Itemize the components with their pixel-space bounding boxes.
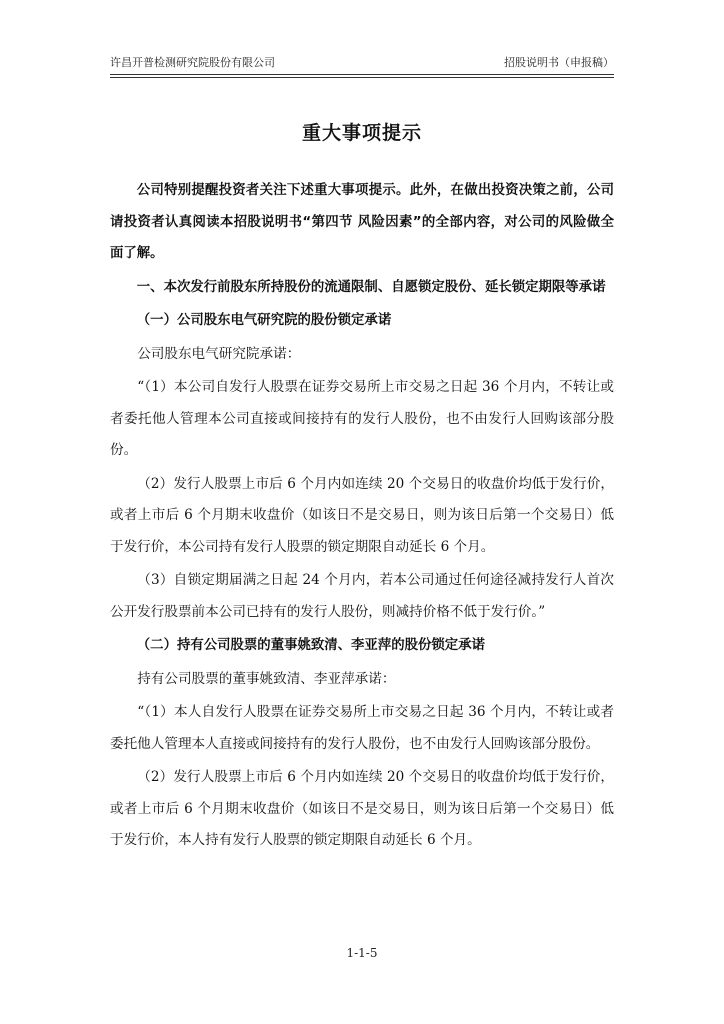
intro-paragraph: 公司特别提醒投资者关注下述重大事项提示。此外，在做出投资决策之前，公司请投资者认真阅读本招股说明书“第四节 风险因素”的全部内容，对公司的风险做全面了解。 [110,183,614,261]
sub1-paragraph-2: （2）发行人股票上市后 6 个月内如连续 20 个交易日的收盘价均低于发行价，或者上市后 6 个月期末收盘价（如该日不是交易日，则为该日后第一个交易日）低于发行价，本公司持有发行人股票的锁定期限自动延长 6 个月。 [110,475,614,555]
sub1-intro: 公司股东电气研究院承诺： [137,345,301,362]
page-number: 1-1-5 [346,946,378,960]
header-rule [110,77,614,78]
sub2-intro: 持有公司股票的董事姚致清、李亚萍承诺： [137,670,396,687]
sub1-paragraph-3: （3）自锁定期届满之日起 24 个月内，若本公司通过任何途径减持发行人首次公开发行股票前本公司已持有的发行人股份，则减持价格不低于发行价。” [110,572,614,620]
sub2-paragraph-1: “（1）本人自发行人股票在证券交易所上市交易之日起 36 个月内，不转让或者委托他人管理本人直接或间接持有的发行人股份，也不由发行人回购该部分股份。 [110,704,614,752]
document-body [110,175,614,857]
header-company-name: 许昌开普检测研究院股份有限公司 [110,56,275,69]
section1-heading: 一、本次发行前股东所持股份的流通限制、自愿锁定股份、延长锁定期限等承诺 [136,279,606,295]
sub2-paragraph-2: （2）发行人股票上市后 6 个月内如连续 20 个交易日的收盘价均低于发行价，或者上市后 6 个月期末收盘价（如该日不是交易日，则为该日后第一个交易日）低于发行价，本人持有发行人股票的锁定期限自动延长 6 个月。 [110,769,614,848]
sub2-heading: （二）持有公司股票的董事姚致清、李亚萍的股份锁定承诺 [136,638,485,653]
page-title: 重大事项提示 [301,122,422,144]
header-document-type: 招股说明书（申报稿） [504,56,614,69]
sub1-paragraph-1: “（1）本公司自发行人股票在证券交易所上市交易之日起 36 个月内，不转让或者委托他人管理本公司直接或间接持有的发行人股份，也不由发行人回购该部分股份。 [110,379,614,458]
sub1-heading: （一）公司股东电气研究院的股份锁定承诺 [136,313,392,328]
page-header [110,50,614,75]
